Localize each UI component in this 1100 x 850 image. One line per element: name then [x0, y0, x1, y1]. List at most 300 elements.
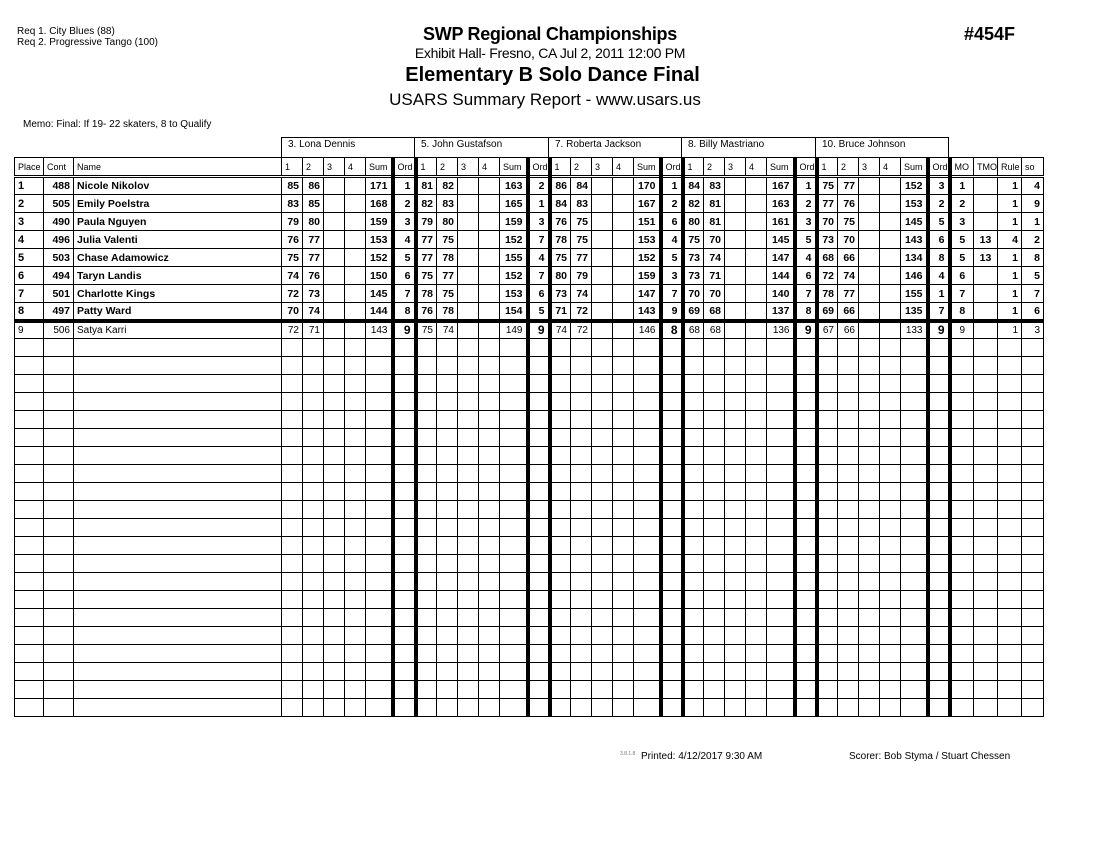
- judge1-score-3: [324, 249, 345, 267]
- judge2-s4: [479, 591, 500, 609]
- judge4-sum: [767, 447, 795, 465]
- table-row: [15, 213, 1044, 231]
- judge1-score-3: [324, 231, 345, 249]
- majority-ordinal: [950, 663, 974, 681]
- judge3-score-2: 72: [571, 321, 592, 339]
- judge4-s2: [704, 447, 725, 465]
- judge5-s4: [880, 447, 901, 465]
- judge5-ordinal: 3: [928, 177, 950, 195]
- place: [15, 357, 44, 375]
- judge5-s1: [817, 465, 838, 483]
- rule: [998, 393, 1022, 411]
- skate-order: [1022, 663, 1044, 681]
- judge3-score-4: [613, 303, 634, 321]
- judge3-s3: [592, 645, 613, 663]
- judge5-score-4: [880, 177, 901, 195]
- judge5-s2: [838, 519, 859, 537]
- judge1-sum: [366, 357, 393, 375]
- judge4-score-4: [746, 267, 767, 285]
- judge1-score-3: [324, 321, 345, 339]
- judge2-ord: [528, 627, 550, 645]
- judge3-s2: [571, 573, 592, 591]
- judge2-s2: [437, 411, 458, 429]
- judge2-sum: 152: [500, 267, 528, 285]
- skater-name: Satya Karri: [74, 321, 282, 339]
- judge3-sum: 170: [634, 177, 661, 195]
- judge1-ord: [393, 375, 416, 393]
- judge2-sum: [500, 555, 528, 573]
- col-header-name: Name: [74, 158, 282, 177]
- total-majority-ordinal: 13: [974, 249, 998, 267]
- judge4-s3: [725, 699, 746, 717]
- judge3-sum: 151: [634, 213, 661, 231]
- judge5-sum: [901, 555, 928, 573]
- total-majority-ordinal: [974, 429, 998, 447]
- judge4-ord: [795, 357, 817, 375]
- judge4-s3: [725, 375, 746, 393]
- judge5-score-2: 66: [838, 303, 859, 321]
- judge1-score-2: 85: [303, 195, 324, 213]
- judge2-ord: [528, 609, 550, 627]
- rule: 1: [998, 213, 1022, 231]
- judge5-ord: [928, 393, 950, 411]
- judge4-sum: [767, 699, 795, 717]
- total-majority-ordinal: [974, 663, 998, 681]
- judge3-sum: [634, 537, 661, 555]
- judge1-s3: [324, 465, 345, 483]
- judge5-s4: [880, 357, 901, 375]
- skate-order: [1022, 483, 1044, 501]
- total-majority-ordinal: [974, 681, 998, 699]
- column-header-row: [15, 158, 1044, 177]
- venue-date-line: Exhibit Hall- Fresno, CA Jul 2, 2011 12:00 PM: [414, 45, 686, 61]
- judge4-sum: [767, 429, 795, 447]
- judge4-ord: [795, 339, 817, 357]
- skater-name: Charlotte Kings: [74, 285, 282, 303]
- judge5-s1: [817, 501, 838, 519]
- judge3-ord: [661, 681, 683, 699]
- judge5-s3: [859, 645, 880, 663]
- place: 3: [15, 213, 44, 231]
- rule: 1: [998, 321, 1022, 339]
- judge2-s3: [458, 339, 479, 357]
- judge4-s2: [704, 393, 725, 411]
- judge5-s3: [859, 339, 880, 357]
- majority-ordinal: [950, 429, 974, 447]
- competition-title: SWP Regional Championships: [423, 24, 677, 44]
- judge1-s3: [324, 537, 345, 555]
- judge5-ord: [928, 483, 950, 501]
- judge4-score-1: 73: [683, 267, 704, 285]
- judge1-sum: [366, 429, 393, 447]
- judge5-s2: [838, 627, 859, 645]
- judge3-s2: [571, 609, 592, 627]
- judge3-sum: 147: [634, 285, 661, 303]
- judge2-s1: [416, 447, 437, 465]
- judge2-sum: [500, 591, 528, 609]
- judge2-s4: [479, 663, 500, 681]
- judge3-s1: [550, 681, 571, 699]
- judge4-ordinal: 2: [795, 195, 817, 213]
- judge2-s4: [479, 501, 500, 519]
- contestant-number: [44, 681, 74, 699]
- judge2-s3: [458, 591, 479, 609]
- skater-name: [74, 591, 282, 609]
- judge3-s1: [550, 699, 571, 717]
- judge1-s1: [282, 465, 303, 483]
- judge2-sum: [500, 609, 528, 627]
- judge1-s2: [303, 465, 324, 483]
- judge4-s1: [683, 681, 704, 699]
- judge5-score-3: [859, 321, 880, 339]
- judge3-s2: [571, 663, 592, 681]
- judge4-sum: [767, 501, 795, 519]
- place: [15, 627, 44, 645]
- judge2-s4: [479, 645, 500, 663]
- place: [15, 465, 44, 483]
- judge1-s1: [282, 627, 303, 645]
- judge3-s1: [550, 465, 571, 483]
- contestant-number: [44, 483, 74, 501]
- judge1-s1: [282, 411, 303, 429]
- rule: [998, 699, 1022, 717]
- judge4-s2: [704, 573, 725, 591]
- judge3-s1: [550, 375, 571, 393]
- judge3-sum: [634, 483, 661, 501]
- judge4-s1: [683, 339, 704, 357]
- judge1-s1: [282, 537, 303, 555]
- judge5-score-1: 77: [817, 195, 838, 213]
- judge5-s4: [880, 609, 901, 627]
- judge5-score-1: 69: [817, 303, 838, 321]
- contestant-number: [44, 627, 74, 645]
- judge1-s3: [324, 699, 345, 717]
- judge5-ordinal: 7: [928, 303, 950, 321]
- judge1-score-3: [324, 177, 345, 195]
- majority-ordinal: 6: [950, 267, 974, 285]
- judge1-sum: [366, 645, 393, 663]
- place: 2: [15, 195, 44, 213]
- judge5-score-3: [859, 285, 880, 303]
- judge1-s3: [324, 591, 345, 609]
- judge2-score-4: [479, 177, 500, 195]
- judge1-sum: 152: [366, 249, 393, 267]
- judge3-ord: [661, 591, 683, 609]
- judge2-score-1: 76: [416, 303, 437, 321]
- judge3-sum: [634, 339, 661, 357]
- judge5-score-3: [859, 231, 880, 249]
- judge2-s2: [437, 699, 458, 717]
- place: [15, 699, 44, 717]
- judge3-score-4: [613, 321, 634, 339]
- judge5-score-2: 74: [838, 267, 859, 285]
- judge3-ord: [661, 501, 683, 519]
- skater-name: [74, 411, 282, 429]
- judge5-s1: [817, 609, 838, 627]
- judge1-s3: [324, 555, 345, 573]
- judge1-s4: [345, 555, 366, 573]
- skater-name: [74, 519, 282, 537]
- judge2-s2: [437, 483, 458, 501]
- judge5-s4: [880, 483, 901, 501]
- judge4-ord: [795, 537, 817, 555]
- judge5-score-4: [880, 249, 901, 267]
- judge2-score-4: [479, 213, 500, 231]
- judge3-ord: [661, 699, 683, 717]
- judge4-ordinal: 3: [795, 213, 817, 231]
- skate-order: 5: [1022, 267, 1044, 285]
- judge2-ord: [528, 465, 550, 483]
- judge5-sum: [901, 411, 928, 429]
- judge2-sum: [500, 627, 528, 645]
- judge3-s3: [592, 393, 613, 411]
- judge4-sum: 140: [767, 285, 795, 303]
- judge1-s1: [282, 555, 303, 573]
- majority-ordinal: 2: [950, 195, 974, 213]
- judge4-s1: [683, 411, 704, 429]
- judge1-s1: [282, 357, 303, 375]
- judge2-s2: [437, 447, 458, 465]
- judge2-s3: [458, 699, 479, 717]
- skate-order: [1022, 555, 1044, 573]
- skate-order: [1022, 681, 1044, 699]
- judge3-sum: [634, 681, 661, 699]
- judge3-s1: [550, 591, 571, 609]
- judge3-sum: [634, 591, 661, 609]
- judge4-s4: [746, 375, 767, 393]
- judge4-ord: [795, 627, 817, 645]
- rule: [998, 537, 1022, 555]
- judge5-s4: [880, 627, 901, 645]
- judge4-score-2: 68: [704, 321, 725, 339]
- judge5-sum: [901, 663, 928, 681]
- judge1-sum: [366, 555, 393, 573]
- judge3-s4: [613, 429, 634, 447]
- judge4-s4: [746, 429, 767, 447]
- col-header-tmo: TMO: [974, 158, 998, 177]
- judge1-s3: [324, 393, 345, 411]
- judge3-s1: [550, 519, 571, 537]
- judge2-ord: [528, 339, 550, 357]
- judge3-sum: [634, 411, 661, 429]
- judge5-sum: [901, 645, 928, 663]
- total-majority-ordinal: [974, 267, 998, 285]
- judge4-s4: [746, 627, 767, 645]
- rule: [998, 411, 1022, 429]
- skater-name: [74, 573, 282, 591]
- judge1-s3: [324, 483, 345, 501]
- rule: [998, 609, 1022, 627]
- rule: [998, 645, 1022, 663]
- judge5-ordinal: 4: [928, 267, 950, 285]
- judge3-s1: [550, 555, 571, 573]
- judge5-sum: [901, 591, 928, 609]
- judge3-s3: [592, 339, 613, 357]
- judge1-ord: [393, 681, 416, 699]
- judge5-score-3: [859, 177, 880, 195]
- judge5-ord: [928, 591, 950, 609]
- judge5-s1: [817, 411, 838, 429]
- judge2-s2: [437, 429, 458, 447]
- judge1-ord: [393, 519, 416, 537]
- total-majority-ordinal: [974, 555, 998, 573]
- judge2-s3: [458, 501, 479, 519]
- judge2-s3: [458, 645, 479, 663]
- judge2-score-3: [458, 231, 479, 249]
- judge1-ord: [393, 465, 416, 483]
- judge2-ord: [528, 555, 550, 573]
- place: [15, 447, 44, 465]
- rule: [998, 591, 1022, 609]
- judge4-ord: [795, 393, 817, 411]
- judge2-s1: [416, 699, 437, 717]
- judge1-s2: [303, 393, 324, 411]
- judge2-score-3: [458, 177, 479, 195]
- judge3-s3: [592, 501, 613, 519]
- total-majority-ordinal: [974, 393, 998, 411]
- judge3-s4: [613, 375, 634, 393]
- judge3-sum: [634, 627, 661, 645]
- judge1-s1: [282, 645, 303, 663]
- judge4-s2: [704, 483, 725, 501]
- judge3-ordinal: 2: [661, 195, 683, 213]
- total-majority-ordinal: [974, 339, 998, 357]
- judge1-s4: [345, 393, 366, 411]
- judge2-ord: [528, 483, 550, 501]
- col-header-judge5-ord: Ord: [928, 158, 950, 177]
- judge3-s4: [613, 645, 634, 663]
- place: [15, 573, 44, 591]
- judge5-ord: [928, 339, 950, 357]
- judge4-score-3: [725, 231, 746, 249]
- judge3-sum: [634, 393, 661, 411]
- judge1-sum: 168: [366, 195, 393, 213]
- judge3-score-1: 78: [550, 231, 571, 249]
- judge2-s3: [458, 483, 479, 501]
- col-header-judge2-ord: Ord: [528, 158, 550, 177]
- judge2-sum: [500, 663, 528, 681]
- rule: [998, 357, 1022, 375]
- skate-order: [1022, 447, 1044, 465]
- judge3-s2: [571, 699, 592, 717]
- judge5-s2: [838, 645, 859, 663]
- col-header-judge4-ord: Ord: [795, 158, 817, 177]
- judge5-s2: [838, 591, 859, 609]
- judge3-s2: [571, 411, 592, 429]
- judge5-ordinal: 9: [928, 321, 950, 339]
- judge4-s4: [746, 591, 767, 609]
- judge2-s4: [479, 681, 500, 699]
- judge2-sum: 152: [500, 231, 528, 249]
- judge2-score-2: 78: [437, 303, 458, 321]
- judge2-score-4: [479, 195, 500, 213]
- skate-order: [1022, 375, 1044, 393]
- judge2-score-2: 82: [437, 177, 458, 195]
- judge5-score-4: [880, 321, 901, 339]
- judge3-ordinal: 9: [661, 303, 683, 321]
- rule: 1: [998, 249, 1022, 267]
- judge1-sum: 143: [366, 321, 393, 339]
- judge1-ord: [393, 429, 416, 447]
- judge4-score-4: [746, 249, 767, 267]
- judge4-s4: [746, 663, 767, 681]
- judge3-ord: [661, 537, 683, 555]
- total-majority-ordinal: [974, 501, 998, 519]
- judge2-s2: [437, 573, 458, 591]
- judge1-s1: [282, 663, 303, 681]
- judge5-sum: 152: [901, 177, 928, 195]
- judge2-sum: [500, 519, 528, 537]
- col-header-judge1-s3: 3: [324, 158, 345, 177]
- judge1-sum: [366, 699, 393, 717]
- judge5-sum: 153: [901, 195, 928, 213]
- judge1-ordinal: 7: [393, 285, 416, 303]
- judge4-score-3: [725, 285, 746, 303]
- judge2-sum: [500, 483, 528, 501]
- contestant-number: [44, 555, 74, 573]
- judge5-s3: [859, 465, 880, 483]
- judge5-sum: [901, 357, 928, 375]
- judge3-s4: [613, 591, 634, 609]
- judge5-s4: [880, 411, 901, 429]
- judge3-s3: [592, 537, 613, 555]
- judge5-s2: [838, 663, 859, 681]
- judge5-s3: [859, 483, 880, 501]
- majority-ordinal: 9: [950, 321, 974, 339]
- judge4-s3: [725, 537, 746, 555]
- judge5-sum: [901, 519, 928, 537]
- table-row: [15, 303, 1044, 321]
- judge1-score-1: 79: [282, 213, 303, 231]
- judge3-sum: [634, 663, 661, 681]
- judge5-score-1: 75: [817, 177, 838, 195]
- judge2-s1: [416, 573, 437, 591]
- total-majority-ordinal: [974, 303, 998, 321]
- judge4-ordinal: 1: [795, 177, 817, 195]
- judge4-ord: [795, 573, 817, 591]
- judge1-score-1: 72: [282, 321, 303, 339]
- judge5-s2: [838, 609, 859, 627]
- col-header-judge5-s1: 1: [817, 158, 838, 177]
- judge5-ord: [928, 663, 950, 681]
- judge1-score-4: [345, 249, 366, 267]
- judge4-score-1: 73: [683, 249, 704, 267]
- judge5-s2: [838, 375, 859, 393]
- judge2-s4: [479, 555, 500, 573]
- judge1-sum: [366, 465, 393, 483]
- judge3-score-1: 80: [550, 267, 571, 285]
- judge2-ord: [528, 537, 550, 555]
- judge3-s3: [592, 663, 613, 681]
- judge1-score-3: [324, 285, 345, 303]
- skate-order: [1022, 339, 1044, 357]
- judge5-ord: [928, 465, 950, 483]
- judge5-score-3: [859, 267, 880, 285]
- judge4-s4: [746, 339, 767, 357]
- judge2-score-3: [458, 321, 479, 339]
- judge1-s4: [345, 645, 366, 663]
- judge4-score-3: [725, 249, 746, 267]
- judge4-sum: 145: [767, 231, 795, 249]
- judge1-score-4: [345, 213, 366, 231]
- skate-order: 4: [1022, 177, 1044, 195]
- judge4-ordinal: 4: [795, 249, 817, 267]
- majority-ordinal: [950, 699, 974, 717]
- judge2-ord: [528, 411, 550, 429]
- judge3-score-3: [592, 303, 613, 321]
- judge4-sum: [767, 519, 795, 537]
- judge1-s4: [345, 465, 366, 483]
